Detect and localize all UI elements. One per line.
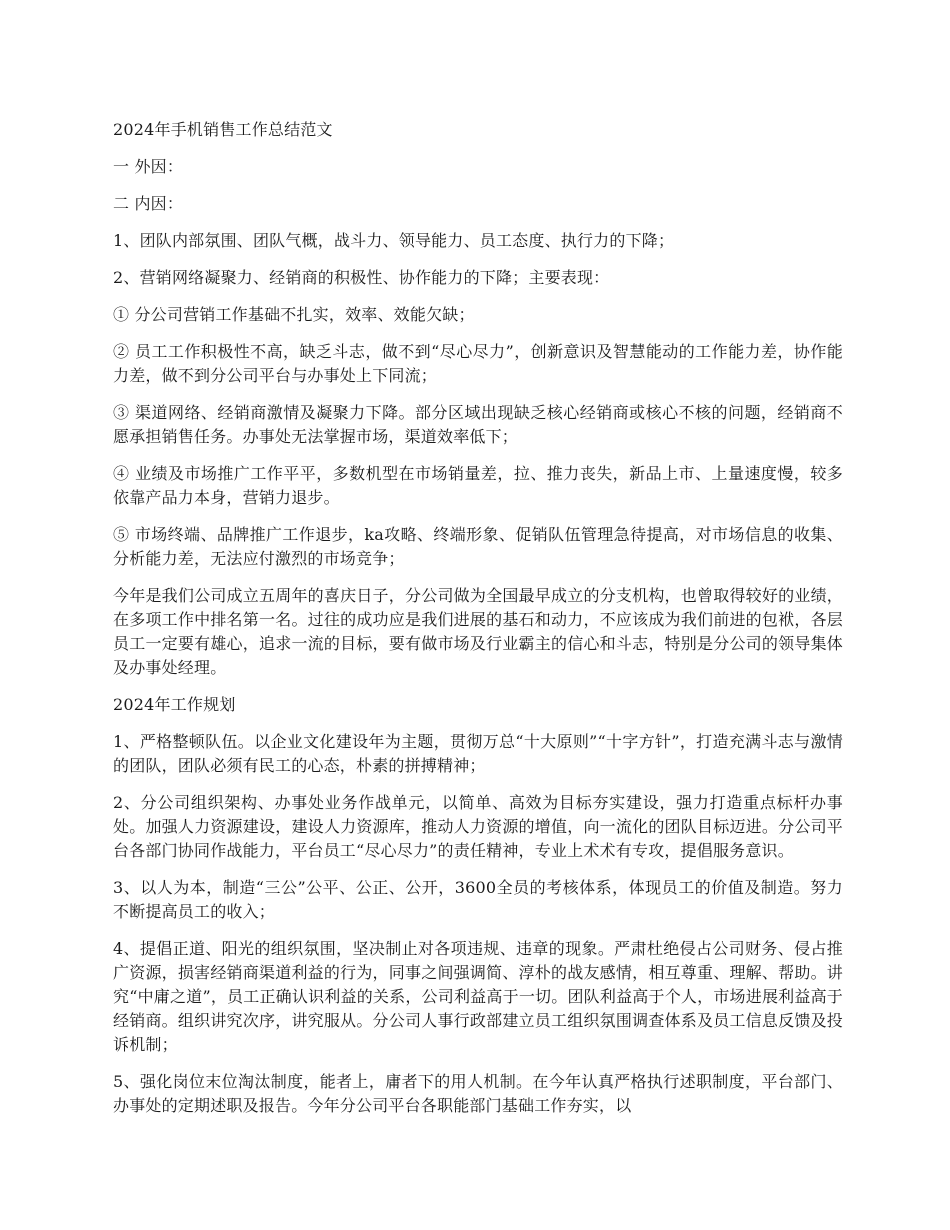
document-title: 2024年手机销售工作总结范文 xyxy=(113,120,333,139)
paragraph-point-3: ③ 渠道网络、经销商激情及凝聚力下降。部分区域出现缺乏核心经销商或核心不核的问题，经销商不愿承担销售任务。办事处无法掌握市场，渠道效率低下； xyxy=(113,403,843,446)
paragraph-item-2: 2、营销网络凝聚力、经销商的积极性、协作能力的下降；主要表现： xyxy=(113,268,610,287)
paragraph-item-1: 1、团队内部氛围、团队气概，战斗力、领导能力、员工态度、执行力的下降； xyxy=(113,231,675,250)
paragraph-internal-causes: 二 内因： xyxy=(113,194,184,213)
paragraph-point-2: ② 员工工作积极性不高，缺乏斗志，做不到“尽心尽力”，创新意识及智慧能动的工作能力差，协作能力差，做不到分公司平台与办事处上下同流； xyxy=(113,342,843,385)
paragraph-plan-4: 4、提倡正道、阳光的组织氛围，坚决制止对各项违规、违章的现象。严肃杜绝侵占公司财务、侵占推广资源，损害经销商渠道利益的行为，同事之间强调简、淳朴的战友感情，相互尊重、理解、帮助。讲究“中庸之道”，员工正确认识利益的关系，公司利益高于一切。团队利益高于个人，市场进展利益高于经销商。组织讲究次序，讲究服从。分公司人事行政部建立员工组织氛围调查体系及员工信息反馈及投诉机制； xyxy=(113,939,843,1054)
paragraph-point-5: ⑤ 市场终端、品牌推广工作退步，ka攻略、终端形象、促销队伍管理急待提高，对市场信息的收集、分析能力差，无法应付激烈的市场竞争； xyxy=(113,525,843,568)
section-heading-plan: 2024年工作规划 xyxy=(113,695,236,714)
paragraph-plan-3: 3、以人为本，制造“三公”公平、公正、公开，3600全员的考核体系，体现员工的价值及制造。努力不断提高员工的收入； xyxy=(113,878,843,921)
paragraph-point-1: ① 分公司营销工作基础不扎实，效率、效能欠缺； xyxy=(113,305,475,324)
paragraph-plan-5: 5、强化岗位末位淘汰制度，能者上，庸者下的用人机制。在今年认真严格执行述职制度，平台部门、办事处的定期述职及报告。今年分公司平台各职能部门基础工作夯实，以 xyxy=(113,1072,843,1115)
paragraph-plan-2: 2、分公司组织架构、办事处业务作战单元，以简单、高效为目标夯实建设，强力打造重点标杆办事处。加强人力资源建设，建设人力资源库，推动人力资源的增值，向一流化的团队目标迈进。分公司平台各部门协同作战能力，平台员工“尽心尽力”的责任精神，专业上术术有专攻，提倡服务意识。 xyxy=(113,793,843,860)
document-body xyxy=(113,118,843,1131)
paragraph-point-4: ④ 业绩及市场推广工作平平，多数机型在市场销量差，拉、推力丧失，新品上市、上量速度慢，较多依靠产品力本身，营销力退步。 xyxy=(113,464,843,507)
paragraph-summary: 今年是我们公司成立五周年的喜庆日子，分公司做为全国最早成立的分支机构，也曾取得较好的业绩，在多项工作中排名第一名。过往的成功应是我们进展的基石和动力，不应该成为我们前进的包袱，各层员工一定要有雄心，追求一流的目标，要有做市场及行业霸主的信心和斗志，特别是分公司的领导集体及办事处经理。 xyxy=(113,586,843,677)
paragraph-external-causes: 一 外因： xyxy=(113,157,184,176)
paragraph-plan-1: 1、严格整顿队伍。以企业文化建设年为主题，贯彻万总“十大原则”“十字方针”，打造充满斗志与激情的团队，团队必须有民工的心态，朴素的拼搏精神； xyxy=(113,732,843,775)
